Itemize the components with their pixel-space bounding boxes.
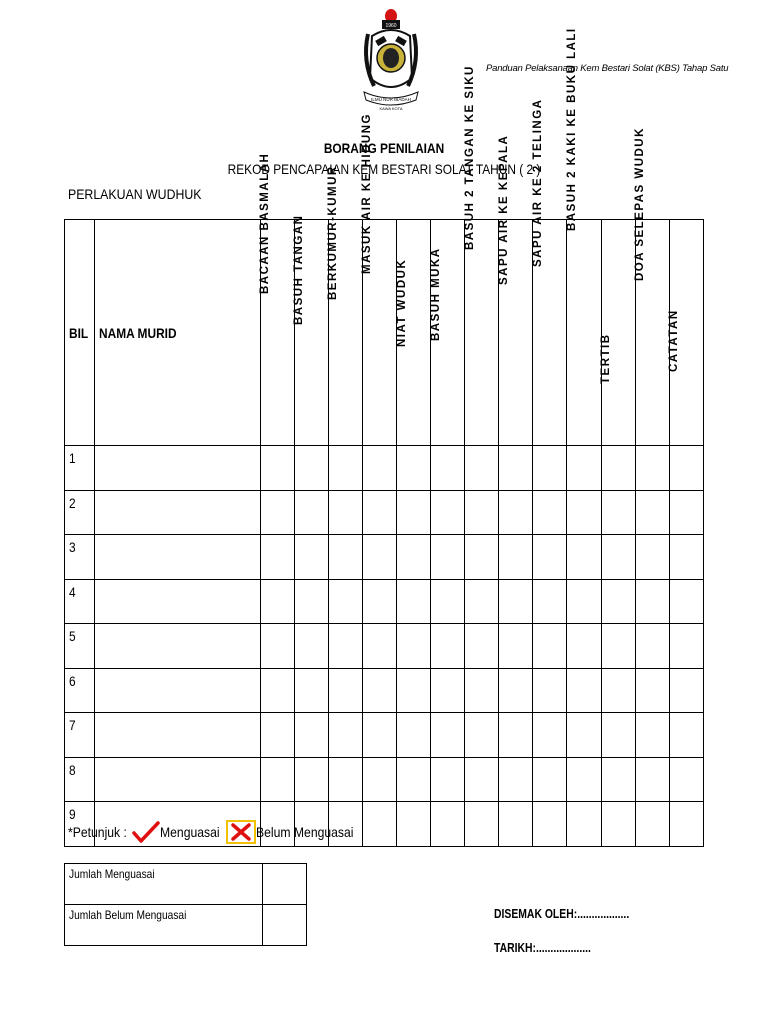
- assessment-cell[interactable]: [499, 535, 533, 580]
- assessment-cell[interactable]: [396, 668, 430, 713]
- summary-table: [64, 863, 307, 946]
- assessment-cell[interactable]: [669, 713, 703, 758]
- header-criterion: [531, 98, 567, 446]
- assessment-cell[interactable]: [567, 668, 601, 713]
- assessment-cell[interactable]: [396, 802, 430, 847]
- criterion-label: BERKUMUR-KUMUR: [327, 165, 340, 301]
- summary-label-not-mastered: Jumlah Belum Menguasai: [65, 905, 263, 946]
- assessment-cell[interactable]: [260, 624, 294, 669]
- student-name-cell[interactable]: [95, 757, 261, 802]
- assessment-cell[interactable]: [260, 490, 294, 535]
- summary-label-mastered: Jumlah Menguasai: [65, 864, 263, 905]
- criterion-label: BASUH 2 KAKI KE BUKU LALI: [566, 27, 578, 232]
- assessment-cell[interactable]: [601, 757, 635, 802]
- assessment-cell[interactable]: [328, 624, 362, 669]
- table-header-row: [65, 220, 704, 446]
- assessment-cell[interactable]: [465, 490, 499, 535]
- assessment-cell[interactable]: [465, 579, 499, 624]
- row-number: 3: [65, 535, 95, 580]
- row-number: 8: [65, 757, 95, 802]
- assessment-cell[interactable]: [465, 757, 499, 802]
- assessment-cell[interactable]: [465, 713, 499, 758]
- summary-value-mastered[interactable]: [263, 864, 307, 905]
- row-number: 7: [65, 713, 95, 758]
- table-row: [65, 624, 704, 669]
- criterion-label: BASUH TANGAN: [293, 214, 306, 325]
- summary-row-not-mastered: [65, 905, 307, 946]
- form-subtitle: REKOD PENCAPAIAN KEM BESTARI SOLAT TAHUN ( 2 ): [227, 161, 541, 177]
- assessment-cell[interactable]: [567, 802, 601, 847]
- assessment-cell[interactable]: [396, 535, 430, 580]
- row-number: 9: [65, 802, 95, 847]
- table-row: [65, 446, 704, 491]
- assessment-cell[interactable]: [294, 624, 328, 669]
- assessment-cell[interactable]: [601, 668, 635, 713]
- assessment-cell[interactable]: [669, 490, 703, 535]
- assessment-cell[interactable]: [601, 802, 635, 847]
- table-row: [65, 535, 704, 580]
- student-name-cell[interactable]: [95, 579, 261, 624]
- assessment-cell[interactable]: [669, 535, 703, 580]
- assessment-cell[interactable]: [533, 490, 567, 535]
- assessment-cell[interactable]: [635, 490, 669, 535]
- assessment-cell[interactable]: [499, 624, 533, 669]
- row-number: 1: [65, 446, 95, 491]
- assessment-cell[interactable]: [328, 490, 362, 535]
- assessment-cell[interactable]: [669, 624, 703, 669]
- legend-not-mastered: Belum Menguasai: [256, 824, 354, 840]
- assessment-cell[interactable]: [533, 668, 567, 713]
- assessment-cell[interactable]: [362, 490, 396, 535]
- assessment-cell[interactable]: [396, 579, 430, 624]
- criterion-label: MASUK AIR KE HIDUNG: [361, 113, 374, 275]
- assessment-cell[interactable]: [362, 624, 396, 669]
- assessment-cell[interactable]: [567, 535, 601, 580]
- criterion-label: CATATAN: [668, 309, 681, 373]
- assessment-cell[interactable]: [396, 446, 430, 491]
- assessment-cell[interactable]: [533, 535, 567, 580]
- assessment-cell[interactable]: [396, 757, 430, 802]
- assessment-cell[interactable]: [499, 446, 533, 491]
- header-criterion: [431, 220, 465, 446]
- header-criterion: [601, 220, 635, 446]
- assessment-cell[interactable]: [328, 446, 362, 491]
- legend-prefix: *Petunjuk :: [68, 824, 127, 840]
- table-row: [65, 668, 704, 713]
- assessment-cell[interactable]: [499, 490, 533, 535]
- assessment-cell[interactable]: [567, 579, 601, 624]
- header-note: Panduan Pelaksanaan Kem Bestari Solat (KBS) Tahap Satu: [486, 63, 729, 74]
- assessment-cell[interactable]: [260, 713, 294, 758]
- section-title: PERLAKUAN WUDHUK: [68, 186, 202, 202]
- assessment-cell[interactable]: [431, 446, 465, 491]
- assessment-cell[interactable]: [431, 579, 465, 624]
- row-number: 4: [65, 579, 95, 624]
- assessment-cell[interactable]: [567, 713, 601, 758]
- assessment-cell[interactable]: [260, 757, 294, 802]
- assessment-cell[interactable]: [328, 535, 362, 580]
- assessment-cell[interactable]: [465, 624, 499, 669]
- criterion-label: BACAAN BASMALAH: [259, 152, 272, 294]
- header-criterion: [463, 65, 499, 446]
- assessment-cell[interactable]: [431, 802, 465, 847]
- school-logo: [358, 6, 424, 114]
- assessment-cell[interactable]: [601, 446, 635, 491]
- assessment-cell[interactable]: [635, 757, 669, 802]
- assessment-cell[interactable]: [533, 446, 567, 491]
- summary-value-not-mastered[interactable]: [263, 905, 307, 946]
- assessment-cell[interactable]: [601, 579, 635, 624]
- assessment-cell[interactable]: [533, 802, 567, 847]
- header-bil: BIL: [65, 220, 95, 446]
- assessment-cell[interactable]: [499, 802, 533, 847]
- assessment-cell[interactable]: [431, 757, 465, 802]
- header-criterion: [634, 127, 669, 446]
- assessment-cell[interactable]: [396, 624, 430, 669]
- table-row: [65, 490, 704, 535]
- date-label: TARIKH:...................: [494, 940, 591, 955]
- assessment-cell[interactable]: [362, 535, 396, 580]
- legend: [68, 820, 368, 844]
- header-criterion: [566, 27, 601, 446]
- assessment-cell[interactable]: [260, 668, 294, 713]
- assessment-cell[interactable]: [396, 490, 430, 535]
- row-number: 5: [65, 624, 95, 669]
- summary-row-mastered: [65, 864, 307, 905]
- assessment-cell[interactable]: [328, 713, 362, 758]
- assessment-cell[interactable]: [431, 490, 465, 535]
- student-name-cell[interactable]: [95, 668, 261, 713]
- assessment-cell[interactable]: [601, 490, 635, 535]
- assessment-cell[interactable]: [294, 579, 328, 624]
- assessment-cell[interactable]: [431, 713, 465, 758]
- table-row: [65, 579, 704, 624]
- assessment-cell[interactable]: [362, 757, 396, 802]
- logo-subtitle: KAWA KOTA: [379, 106, 403, 111]
- header-criterion: [361, 113, 396, 446]
- assessment-cell[interactable]: [328, 668, 362, 713]
- assessment-cell[interactable]: [669, 446, 703, 491]
- criterion-label: SAPU AIR KE KEPALA: [497, 134, 510, 285]
- student-name-cell[interactable]: [95, 446, 261, 491]
- header-criterion: [497, 134, 533, 446]
- table-row: [65, 713, 704, 758]
- criterion-label: SAPU AIR KE 2 TELINGA: [531, 98, 544, 267]
- check-mark-icon: [132, 821, 160, 843]
- assessment-cell[interactable]: [601, 624, 635, 669]
- logo-year: 1960: [385, 23, 397, 29]
- assessment-cell[interactable]: [567, 624, 601, 669]
- assessment-cell[interactable]: [533, 579, 567, 624]
- assessment-cell[interactable]: [465, 535, 499, 580]
- assessment-cell[interactable]: [567, 490, 601, 535]
- assessment-cell[interactable]: [431, 624, 465, 669]
- criterion-label: NIAT WUDUK: [395, 258, 408, 347]
- student-name-cell[interactable]: [95, 535, 261, 580]
- assessment-cell[interactable]: [669, 757, 703, 802]
- assessment-cell[interactable]: [294, 446, 328, 491]
- header-criterion: [669, 220, 703, 446]
- form-title: BORANG PENILAIAN: [323, 140, 445, 156]
- criterion-label: DOA SELEPAS WUDUK: [634, 127, 647, 282]
- assessment-cell[interactable]: [362, 579, 396, 624]
- table-body: [65, 446, 704, 847]
- assessment-cell[interactable]: [499, 579, 533, 624]
- logo-motto: ILMU NUR IBADAH: [371, 97, 411, 102]
- assessment-cell[interactable]: [669, 579, 703, 624]
- student-name-cell[interactable]: [95, 713, 261, 758]
- assessment-cell[interactable]: [294, 668, 328, 713]
- header-criterion: [259, 152, 294, 446]
- assessment-cell[interactable]: [294, 490, 328, 535]
- header-criterion: [327, 165, 362, 446]
- criterion-label: TERTIB: [600, 333, 613, 385]
- assessment-cell[interactable]: [465, 802, 499, 847]
- checked-by-label: DISEMAK OLEH:..................: [494, 906, 630, 921]
- header-criterion: [293, 214, 328, 446]
- assessment-cell[interactable]: [465, 668, 499, 713]
- legend-mastered: Menguasai: [159, 824, 220, 840]
- assessment-cell[interactable]: [669, 802, 703, 847]
- student-name-cell[interactable]: [95, 624, 261, 669]
- assessment-cell[interactable]: [669, 668, 703, 713]
- assessment-cell[interactable]: [635, 668, 669, 713]
- assessment-cell[interactable]: [362, 446, 396, 491]
- row-number: 6: [65, 668, 95, 713]
- assessment-cell[interactable]: [294, 535, 328, 580]
- assessment-cell[interactable]: [499, 668, 533, 713]
- assessment-cell[interactable]: [635, 446, 669, 491]
- assessment-cell[interactable]: [635, 802, 669, 847]
- assessment-cell[interactable]: [635, 535, 669, 580]
- student-name-cell[interactable]: [95, 490, 261, 535]
- assessment-cell[interactable]: [396, 713, 430, 758]
- assessment-cell[interactable]: [260, 446, 294, 491]
- assessment-cell[interactable]: [533, 757, 567, 802]
- header-criterion: [396, 220, 430, 446]
- assessment-cell[interactable]: [362, 668, 396, 713]
- assessment-cell[interactable]: [362, 713, 396, 758]
- assessment-cell[interactable]: [294, 757, 328, 802]
- assessment-cell[interactable]: [499, 713, 533, 758]
- row-number: 2: [65, 490, 95, 535]
- assessment-cell[interactable]: [328, 757, 362, 802]
- assessment-cell[interactable]: [533, 624, 567, 669]
- assessment-cell[interactable]: [533, 713, 567, 758]
- assessment-cell[interactable]: [294, 713, 328, 758]
- cross-mark-icon: [226, 820, 256, 844]
- criterion-label: BASUH 2 TANGAN KE SIKU: [463, 65, 476, 251]
- table-row: [65, 757, 704, 802]
- assessment-cell[interactable]: [567, 446, 601, 491]
- assessment-cell[interactable]: [260, 579, 294, 624]
- assessment-cell[interactable]: [431, 668, 465, 713]
- assessment-cell[interactable]: [260, 535, 294, 580]
- assessment-cell[interactable]: [601, 713, 635, 758]
- assessment-cell[interactable]: [499, 757, 533, 802]
- assessment-cell[interactable]: [601, 535, 635, 580]
- assessment-cell[interactable]: [465, 446, 499, 491]
- header-nama-murid: NAMA MURID: [95, 220, 261, 446]
- assessment-cell[interactable]: [567, 757, 601, 802]
- assessment-cell[interactable]: [328, 579, 362, 624]
- criterion-label: BASUH MUKA: [429, 247, 442, 342]
- assessment-cell[interactable]: [431, 535, 465, 580]
- assessment-cell[interactable]: [635, 624, 669, 669]
- assessment-cell[interactable]: [635, 713, 669, 758]
- assessment-cell[interactable]: [635, 579, 669, 624]
